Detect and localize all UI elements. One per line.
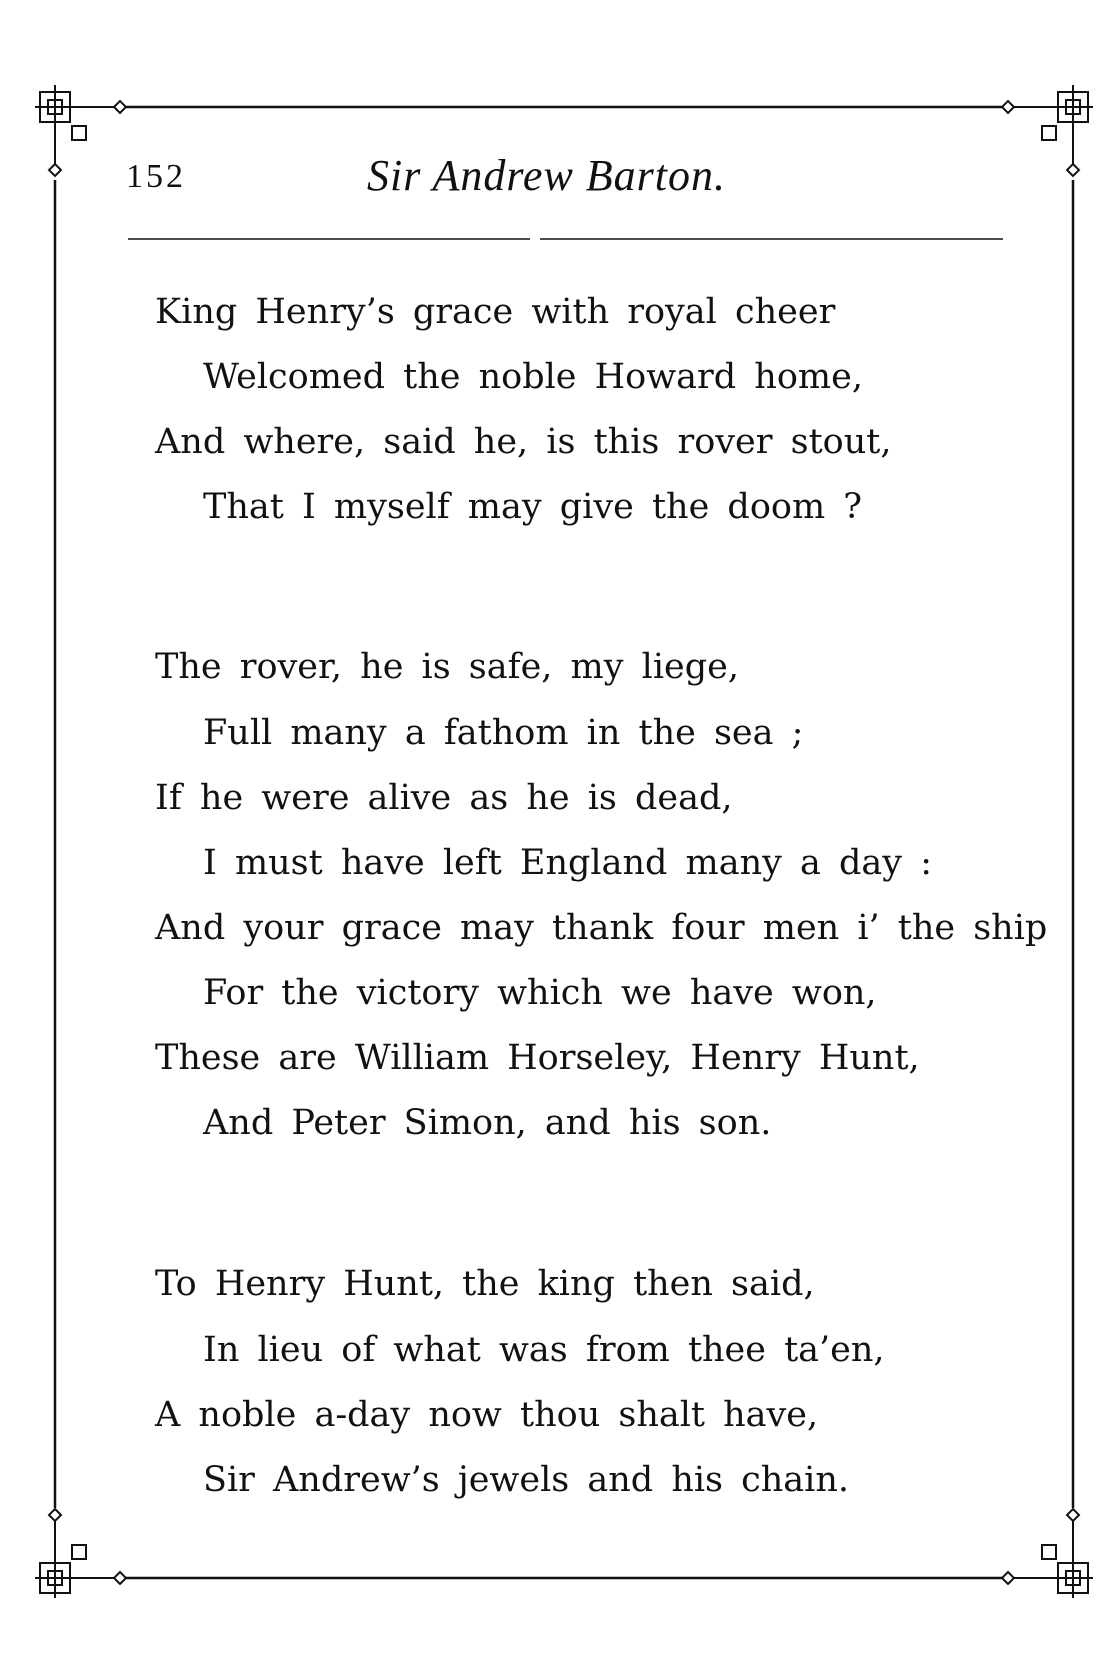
running-title: Sir Andrew Barton.: [367, 151, 727, 200]
verse-line: To Henry Hunt, the king then said,: [155, 1264, 815, 1304]
verse-line: King Henry’s grace with royal cheer: [155, 292, 836, 332]
verse-line: That I myself may give the doom ?: [203, 487, 863, 527]
verse-line: Welcomed the noble Howard home,: [203, 357, 863, 397]
verse-line: Sir Andrew’s jewels and his chain.: [203, 1460, 850, 1500]
verse-line: And where, said he, is this rover stout,: [155, 422, 892, 462]
page-number: 152: [126, 158, 186, 195]
verse-line: Full many a fathom in the sea ;: [203, 713, 804, 753]
verse-line: If he were alive as he is dead,: [155, 778, 733, 818]
verse-line: And your grace may thank four men i’ the ship: [155, 908, 1048, 948]
verse-line: These are William Horseley, Henry Hunt,: [155, 1038, 920, 1078]
verse-line: In lieu of what was from thee ta’en,: [203, 1330, 885, 1370]
verse-line: A noble a-day now thou shalt have,: [155, 1395, 819, 1435]
verse-line: For the victory which we have won,: [203, 973, 877, 1013]
verse-line: The rover, he is safe, my liege,: [155, 647, 739, 687]
verse-line: And Peter Simon, and his son.: [203, 1103, 772, 1143]
verse-line: I must have left England many a day :: [203, 843, 932, 883]
